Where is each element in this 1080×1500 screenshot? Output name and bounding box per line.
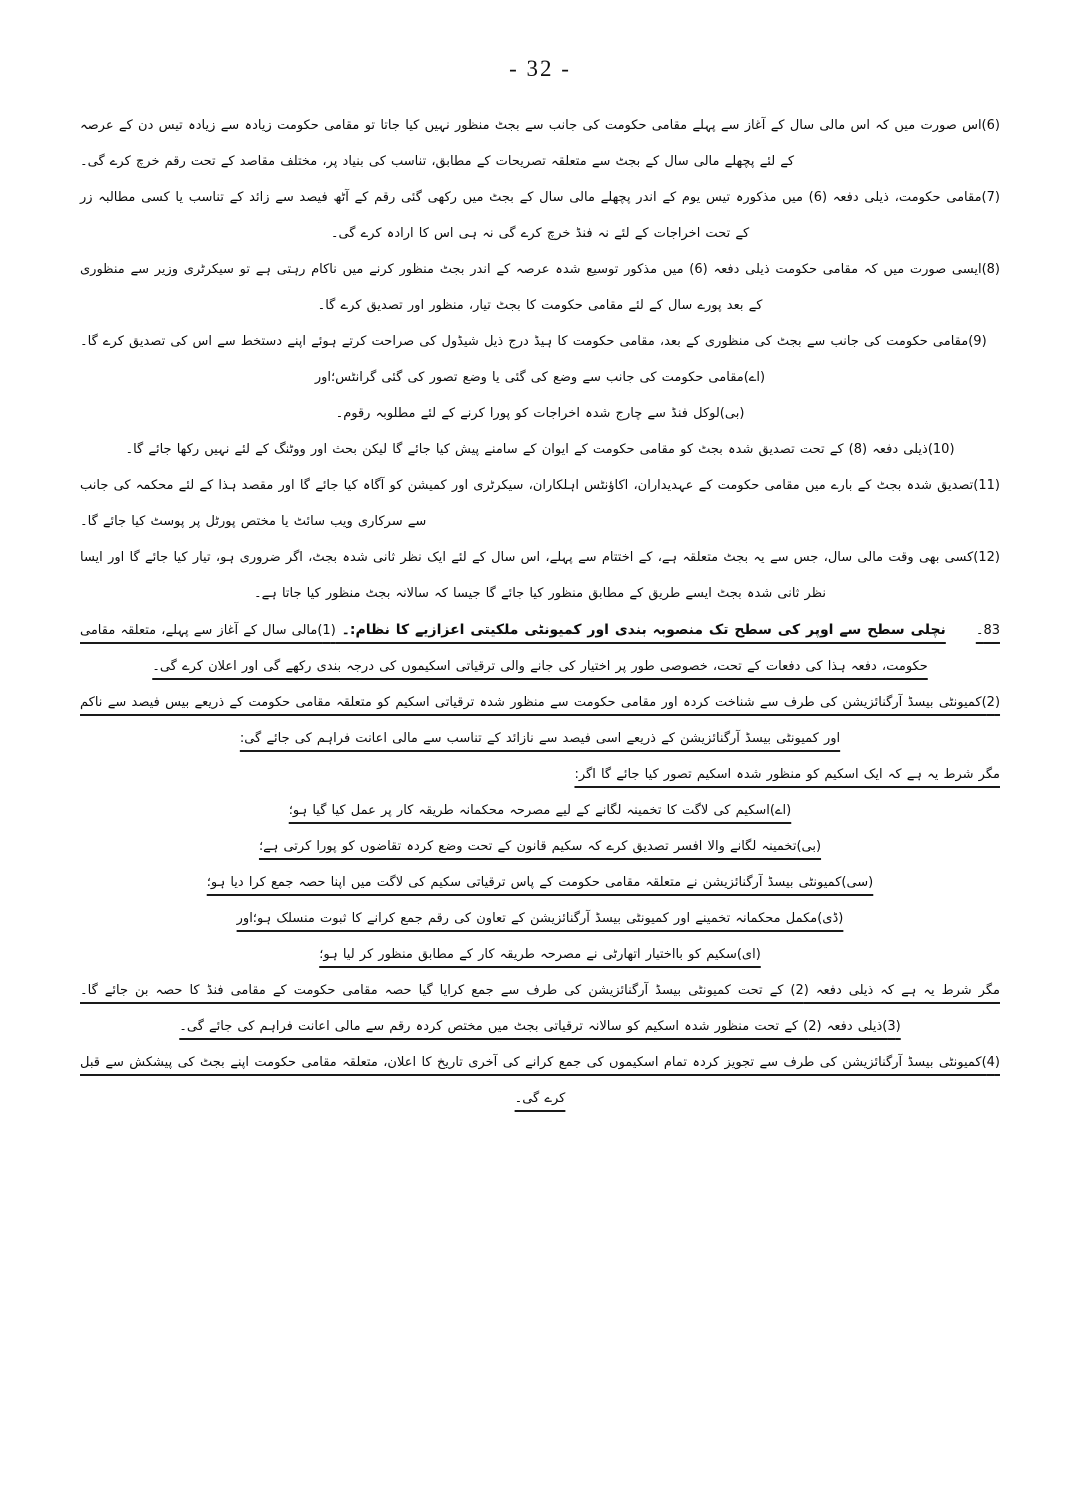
clause-11: (11)تصدیق شدہ بجٹ کے بارے میں مقامی حکومت کے عہدیداران، اکاؤنٹس اہلکاران، سیکرٹری اور کمیشن کو آگاہ کیا جائے گا اور مقصد ہذا کے لئے محکمہ کی جانب سے سرکاری ویب سائٹ یا مختص پورٹل پر پوسٹ کیا جائے گا۔ <box>80 478 1000 529</box>
s83-item-a: (اے)اسکیم کی لاگت کا تخمینہ لگانے کے لیے مصرحہ محکمانہ طریقہ کار پر عمل کیا گیا ہو؛ <box>288 803 792 818</box>
s83-item-e: (ای)سکیم کو بااختیار اتھارٹی نے مصرحہ طریقہ کار کے مطابق منظور کر لیا ہو؛ <box>319 947 761 962</box>
document-body <box>0 82 1080 1117</box>
section-heading: نچلی سطح سے اوپر کی سطح تک منصوبہ بندی اور کمیونٹی ملکیتی اعزازیے کا نظام:۔ <box>335 622 946 638</box>
clause-9: (9)مقامی حکومت کی جانب سے بجٹ کی منظوری کے بعد، مقامی حکومت کا ہیڈ درج ذیل شیڈول کی صراحت کرتے ہوئے اپنے دستخط سے اس کی تصدیق کرے گا۔ <box>80 334 987 349</box>
clause-8: (8)ایسی صورت میں کہ مقامی حکومت ذیلی دفعہ (6) میں مذکور توسیع شدہ عرصہ کے اندر بجٹ منظور کرنے میں ناکام رہتی ہے تو سیکرٹری وزیر سے منظوری کے بعد پورے سال کے لئے مقامی حکومت کا بجٹ تیار، منظور اور تصدیق کرے گا۔ <box>80 262 1000 313</box>
s83-proviso-2: مگر شرط یہ ہے کہ ذیلی دفعہ (2) کے تحت کمیونٹی بیسڈ آرگنائزیشن کی طرف سے جمع کرایا گیا حصہ مقامی حکومت کے مقامی فنڈ کا حصہ بن جائے گا۔ <box>80 983 1000 998</box>
s83-item-d: (ڈی)مکمل محکمانہ تخمینے اور کمیونٹی بیسڈ آرگنائزیشن کے تعاون کی رقم جمع کرانے کا ثبوت منسلک ہو؛اور <box>236 911 844 926</box>
s83-clause-4: (4)کمیونٹی بیسڈ آرگنائزیشن کی طرف سے تجویز کردہ تمام اسکیموں کی جمع کرانے کی آخری تاریخ کا اعلان، متعلقہ مقامی حکومت اپنے بجٹ کی پیشکش سے قبل کرے گی۔ <box>80 1055 1000 1106</box>
page-number: - 32 - <box>509 56 571 81</box>
clause-9-item-a: (اے)مقامی حکومت کی جانب سے وضع کی گئی یا وضع تصور کی گئی گرانٹس؛اور <box>314 370 766 385</box>
s83-clause-2: (2)کمیونٹی بیسڈ آرگنائزیشن کی طرف سے شناخت کردہ اور مقامی حکومت سے منظور شدہ ترقیاتی اسکیم کو متعلقہ مقامی حکومت کے ذریعے بیس فیصد سے ناکم اور کمیونٹی بیسڈ آرگنائزیشن کے ذریعے اسی فیصد سے نازائد کے تناسب سے مالی اعانت فراہم کی جائے گی: <box>80 695 1001 746</box>
section-83: 83۔نچلی سطح سے اوپر کی سطح تک منصوبہ بندی اور کمیونٹی ملکیتی اعزازیے کا نظام:۔ (1)مالی سال کے آغاز سے پہلے، متعلقہ مقامی حکومت، دفعہ ہذا کی دفعات کے تحت، خصوصی طور پر اختیار کی جانے والی ترقیاتی اسکیموں کی درجہ بندی رکھے گی اور اعلان کرے گی۔ <box>80 622 1000 674</box>
section-number: 83۔ <box>975 623 1000 638</box>
s83-clause-3: (3)ذیلی دفعہ (2) کے تحت منظور شدہ اسکیم کو سالانہ ترقیاتی بجٹ میں مختص کردہ رقم سے مالی اعانت فراہم کی جائے گی۔ <box>179 1019 901 1034</box>
clause-12: (12)کسی بھی وقت مالی سال، جس سے یہ بجٹ متعلقہ ہے، کے اختتام سے پہلے، اس سال کے لئے ایک نظر ثانی شدہ بجٹ، اگر ضروری ہو، تیار کیا جائے گا اور ایسا نظر ثانی شدہ بجٹ ایسے طریق کے مطابق منظور کیا جائے گا جیسا کہ سالانہ بجٹ منظور کیا جاتا ہے۔ <box>80 550 1000 601</box>
s83-item-b: (بی)تخمینہ لگانے والا افسر تصدیق کرے کہ سکیم قانون کے تحت وضع کردہ تقاضوں کو پورا کرتی ہے؛ <box>258 839 822 854</box>
clause-10: (10)ذیلی دفعہ (8) کے تحت تصدیق شدہ بجٹ کو مقامی حکومت کے ایوان کے سامنے پیش کیا جائے گا لیکن بحث اور ووٹنگ کے لئے نہیں رکھا جائے گا۔ <box>125 442 955 457</box>
s83-item-c: (سی)کمیونٹی بیسڈ آرگنائزیشن نے متعلقہ مقامی حکومت کے پاس ترقیاتی سکیم کی لاگت میں اپنا حصہ جمع کرا دیا ہو؛ <box>206 875 874 890</box>
clause-7: (7)مقامی حکومت، ذیلی دفعہ (6) میں مذکورہ تیس یوم کے اندر پچھلے مالی سال کے بجٹ میں رکھی گئی رقم کے آٹھ فیصد سے زائد کے تناسب یا کسی مطالبہ زر کے تحت اخراجات کے لئے نہ فنڈ خرچ کرے گی نہ ہی اس کا ارادہ کرے گی۔ <box>80 190 1000 241</box>
clause-9-item-b: (بی)لوکل فنڈ سے چارج شدہ اخراجات کو پورا کرنے کے لئے مطلوبہ رقوم۔ <box>335 406 745 421</box>
clause-6: (6)اس صورت میں کہ اس مالی سال کے آغاز سے پہلے مقامی حکومت کی جانب سے بجٹ منظور نہیں کیا جاتا تو مقامی حکومت زیادہ سے زیادہ تیس دن کے عرصہ کے لئے پچھلے مالی سال کے بجٹ سے متعلقہ تصریحات کے مطابق، تناسب کی بنیاد پر، مختلف مقاصد کے تحت رقم خرچ کرے گی۔ <box>80 118 1000 169</box>
s83-proviso-1: مگر شرط یہ ہے کہ ایک اسکیم کو منظور شدہ اسکیم تصور کیا جائے گا اگر: <box>574 767 1000 782</box>
